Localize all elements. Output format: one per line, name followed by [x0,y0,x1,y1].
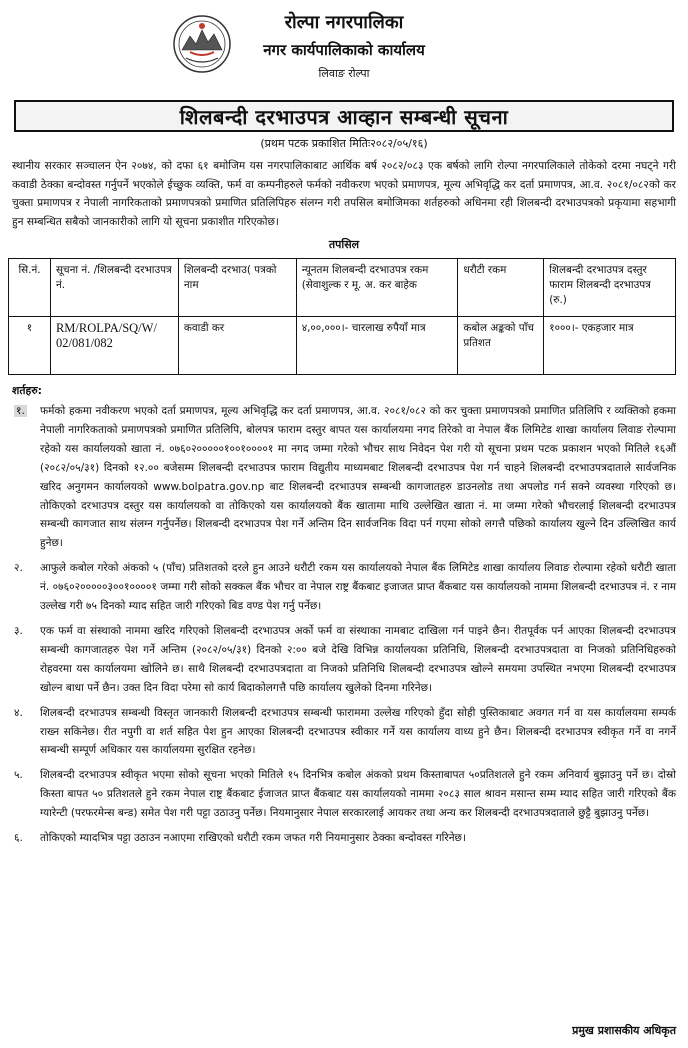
condition-text: शिलबन्दी दरभाउपत्र स्वीकृत भएमा सोको सूचना भएको मितिले १५ दिनभित्र कबोल अंकको प्रथम किस्ताबापत ५०प्रतिशतले हुने रकम अनिवार्य बुझाउनु पर्ने छ। दोस्रो किस्ता बापत ५० प्रतिशतले हुने रकम नेपाल राष्ट्र बैंकबाट ईजाजत प्राप्त बैंकबाट यस कार्यालयको नाममा २०८३ साल श्रावन मसान्त सम्म म्याद सहित जारी गरिएको बैंक ग्यारेन्टी (परफरमेन्स बन्ड) समेत पेश गरी पट्टा उठाउनु पर्नेछ। नियमानुसार नेपाल सरकारलाई आयकर तथा अन्य कर शिलबन्दी दरभाउपत्रदाताले छुट्टै बुझाउनु पर्नेछ। [40,769,676,820]
schedule-table [8,258,676,375]
condition-text: शिलबन्दी दरभाउपत्र सम्बन्धी विस्तृत जानकारी शिलबन्दी दरभाउपत्र सम्बन्धी फाराममा उल्लेख गरिएको हुँदा सोही पुस्तिकाबाट अवगत गर्न वा यस कार्यालयमा सम्पर्क राख्न सकिनेछ। रीत नपुगी वा शर्त सहित पेश हुन आएका शिलबन्दी दरभाउपत्र स्वीकार गर्ने यस कार्यालय वाध्य हुने छैन। शिलबन्दी दरभाउपत्र स्वीकृत गर्ने वा नगर्ने सम्बन्धी सम्पूर्ण अधिकार यस कार्यालयमा सुरक्षित रहनेछ। [40,706,676,757]
condition-number: २. [14,562,23,575]
office-location: लिवाङ रोल्पा [318,67,370,80]
condition-item [12,559,676,616]
notice-title: शिलबन्दी दरभाउपत्र आव्हान सम्बन्धी सूचना [179,104,509,129]
table-header-row [9,259,676,317]
column-header: सूचना नं. /शिलबन्दी दरभाउपत्र नं. [50,259,178,317]
intro-paragraph: स्थानीय सरकार सञ्चालन ऐन २०७४, को दफा ६१ बमोजिम यस नगरपालिकाबाट आर्थिक बर्ष २०८२/०८३ एक बर्षको लागि रोल्पा नगरपालिकाले तोकेको दरमा नघट्ने गरी कवाडी ठेक्का बन्दोवस्त गर्नुपर्ने भएकोले ईच्छुक व्यक्ति, फर्म वा कम्पनीहरुले फर्मको नवीकरण भएको प्रमाणपत्र, मूल्य अभिवृद्धि कर दर्ता प्रमाणपत्र, आ.व. २०८१/०८२को कर चुक्ता प्रमाणपत्र र नेपाली नागरिकताको प्रमाणपत्रको प्रमाणित प्रतिलिपिहरु संलग्न गरी तपसिल बमोजिमका शर्तहरुको अधिनमा रही शिलबन्दी दरभाउपत्रको प्रकृयामा सहभागी हुन सम्बन्धित सबैको जानकारीको लागि यो सूचना प्रकाशीत गरिएकोछ। [12,160,676,228]
cell-tender-no: RM/ROLPA/SQ/W/ 02/081/082 [50,317,178,375]
cell-form-fee: १०००।- एकहजार मात्र [544,317,676,375]
column-header: धरौटी रकम [458,259,544,317]
column-header: न्यूनतम शिलबन्दी दरभाउपत्र रकम (सेवाशुल्क र मू. अ. कर बाहेक [296,259,458,317]
office-name: नगर कार्यपालिकाको कार्यालय [263,41,425,59]
conditions-heading: शर्तहरु: [12,384,43,397]
condition-item [12,704,676,761]
condition-number: ३. [14,624,23,637]
condition-item [12,829,676,848]
condition-item [12,766,676,823]
letterhead [8,10,680,96]
condition-text: एक फर्म वा संस्थाको नाममा खरिद गरिएको शिलबन्दी दरभाउपत्र अर्को फर्म वा संस्थाका नामबाट दाखिला गर्न पाइने छैन। रीतपूर्वक पर्न आएका शिलबन्दी दरभाउपत्र सम्बन्धी कागजातहरु पेश गर्ने अन्तिम (२०८२/०५/३१) दिनको २:०० बजे देखि विभिन्न कार्यालयका प्रतिनिधि, शिलबन्दी दरभाउपत्रदाता वा निजको प्रतिनिधिहरुको रोहवरमा यस कार्यालयमा खोलिने छ। साथै शिलबन्दी दरभाउपत्रदाता वा निजको प्रतिनिधि शिलबन्दी दरभाउपत्र खोल्ने समयमा उपस्थित नभएमा शिलबन्दी दरभाउपत्र खोल्न बाधा पर्ने छैन। उक्त दिन विदा परेमा सो कार्य बिदाकोलगत्तै पछि कार्यालय खुलेको दिनमा गरिनेछ। [40,624,676,694]
nepal-emblem-icon [168,14,236,74]
notice-title-box [14,100,674,132]
cell-tender-name: कवाडी कर [178,317,296,375]
publication-date: (प्रथम पटक प्रकाशित मितिः२०८२/०५/१६) [260,137,428,150]
cell-sn: १ [9,317,51,375]
table-row [9,317,676,375]
condition-item [12,402,676,553]
org-name: रोल्पा नगरपालिका [284,12,404,33]
condition-text: फर्मको हकमा नवीकरण भएको दर्ता प्रमाणपत्र, मूल्य अभिवृद्धि कर दर्ता प्रमाणपत्र, आ.व. २०८१/०८२ को कर चुक्ता प्रमाणपत्रको प्रमाणित प्रतिलिपि र व्यक्तिको हकमा नेपाली नागरिकताको प्रमाणपत्रको प्रमाणित प्रतिलिपि, बोलपत्र फाराम दस्तुर बापत यस कार्यालयमा नगद तिरेको वा नेपाल बैंक लिमिटेड शाखा कार्यालय लिवाङ रोल्पामा रहेको यस कार्यालयको खाता नं. ०७६०२०००००१००१००००१ मा नगद जम्मा गरेको भौचर साथ निवेदन पेश गरी यो सूचना प्रथम पटक प्रकाशन भएको मितिले १६औं (२०८२/०५/३१) दिनको १२.०० बजेसम्म शिलबन्दी दरभाउपत्र फाराम विद्युतीय माध्यमबाट शिलबन्दी दरभाउपत्र पेश गर्न चाहने शिलबन्दी दरभाउपत्रदाताले सार्वजनिक खरिद अनुगमन कार्यालयको www.bolpatra.gov.np बाट शिलबन्दी दरभाउपत्र सम्बन्धी कागजातहरु डाउनलोड तथा अपलोड गर्न सक्ने व्यवस्था गरिएको छ। तोकिएको दरभाउपत्र दस्तुर यस कार्यालयको वा तोकिएको यस कार्यालयको बैंक खातामा माथि उल्लेखित खाता नं. मा जम्मा गरेको भौचरलाई शिलबन्दी दरभाउपत्र सम्बन्धी कागजात साथ संलग्न गर्नुपर्नेछ। शिलबन्दी दरभाउपत्र पेश गर्ने अन्तिम दिन सार्वजनिक विदा पर्न गएमा सोको लगत्तै पछिको कार्यालय खुल्ने दिन उल्लिखित कार्य हुनेछ। [40,405,676,550]
condition-number: १. [16,405,25,417]
condition-number: ६. [14,832,23,845]
conditions-list [8,402,680,848]
condition-number: ४. [14,706,23,719]
condition-text: आफुले कबोल गरेको अंकको ५ (पाँच) प्रतिशतको दरले हुन आउने धरौटी रकम यस कार्यालयको नेपाल बैंक लिमिटेड शाखा कार्यालय लिवाङ रोल्पामा रहेको धरौटी खाता नं. ०७६०२०००००३००१००००१ जम्मा गरी सोको सक्कल बैंक भौचर वा नेपाल राष्ट्र बैंकबाट इजाजत प्राप्त बैंकबाट यस कार्यालयको नाममा शिलबन्दी दरभाउपत्र नं. र नाम उल्लेख गरी ७५ दिनको म्याद सहित जारी गरिएको बिड वण्ड पेश गर्नु पर्नेछ। [40,562,676,613]
column-header: शिलबन्दी दरभाउ( पत्रको नाम [178,259,296,317]
column-header: शिलबन्दी दरभाउपत्र दस्तुर फाराम शिलबन्दी दरभाउपत्र (रु.) [544,259,676,317]
schedule-heading: तपसिल [328,238,360,251]
column-header: सि.नं. [9,259,51,317]
cell-min-amount: ४,००,०००।- चारलाख रुपैयाँ मात्र [296,317,458,375]
condition-text: तोकिएको म्यादभित्र पट्टा उठाउन नआएमा राखिएको धरौटी रकम जफत गरी नियमानुसार ठेक्का बन्दोवस्त गरिनेछ। [40,832,466,845]
condition-item [12,622,676,698]
cell-deposit: कबोल अङ्कको पाँच प्रतिशत [458,317,544,375]
condition-number: ५. [14,769,23,782]
signatory-title: प्रमुख प्रशासकीय अधिकृत [572,1024,676,1037]
